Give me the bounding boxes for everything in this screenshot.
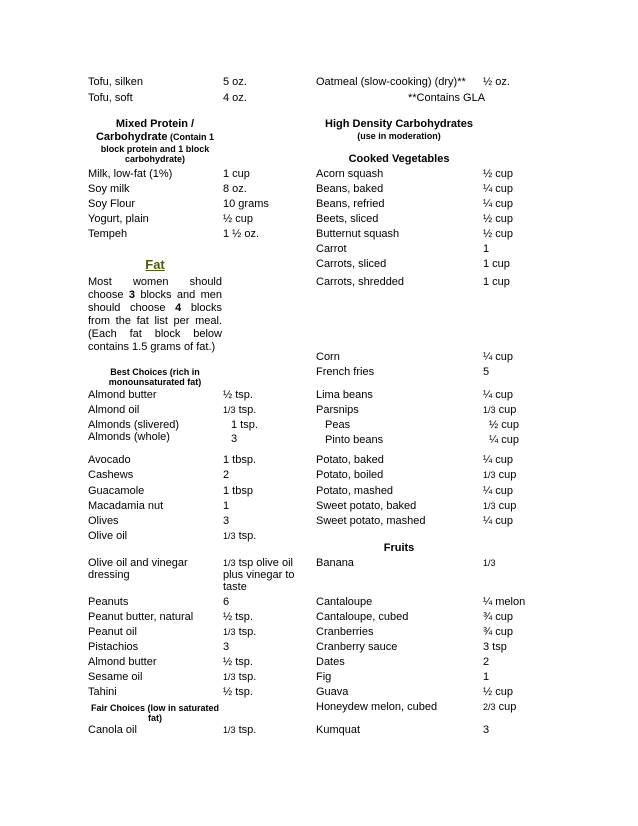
food-amount: ½ tsp. bbox=[223, 686, 253, 698]
food-amount: 5 bbox=[483, 366, 490, 378]
food-amount: 2 bbox=[483, 656, 490, 668]
food-name: Soy milk bbox=[88, 183, 130, 195]
food-name: Oatmeal (slow-cooking) (dry)** bbox=[316, 76, 466, 88]
food-amount: 1 tsp. bbox=[231, 419, 258, 431]
food-amount: 1/3 tsp. bbox=[223, 530, 257, 542]
food-name: Beans, baked bbox=[316, 183, 384, 195]
high-density-subheading: (use in moderation) bbox=[357, 131, 441, 141]
food-amount: 3 bbox=[223, 515, 230, 527]
food-amount: ¼ cup bbox=[483, 351, 513, 363]
food-amount: 3 bbox=[231, 433, 238, 445]
food-name: Macadamia nut bbox=[88, 500, 164, 512]
food-amount: 1/3 tsp. bbox=[223, 626, 257, 638]
food-name: Beets, sliced bbox=[316, 213, 379, 225]
food-amount: 1/3 tsp olive oil bbox=[223, 557, 293, 569]
food-amount: taste bbox=[223, 581, 247, 593]
food-name: dressing bbox=[88, 569, 130, 581]
mixed-heading-line3: block protein and 1 block bbox=[100, 144, 210, 154]
food-amount: ¾ cup bbox=[483, 626, 513, 638]
food-name: Peanut oil bbox=[88, 626, 137, 638]
food-amount: ½ cup bbox=[223, 213, 253, 225]
food-name: Olive oil bbox=[88, 530, 128, 542]
food-name: Cantaloupe bbox=[316, 596, 373, 608]
food-amount: 1 tbsp bbox=[223, 485, 253, 497]
food-amount: ¼ cup bbox=[483, 454, 513, 466]
food-amount: ½ cup bbox=[483, 213, 513, 225]
food-amount: ½ cup bbox=[483, 686, 513, 698]
food-amount: ½ cup bbox=[483, 228, 513, 240]
food-name: Butternut squash bbox=[316, 228, 400, 240]
food-amount: ½ cup bbox=[483, 168, 513, 180]
food-amount: ½ cup bbox=[489, 419, 519, 431]
food-name: Carrots, sliced bbox=[316, 258, 387, 270]
food-name: Almond oil bbox=[88, 404, 140, 416]
food-name: Yogurt, plain bbox=[88, 213, 149, 225]
food-amount: 1/3 cup bbox=[483, 469, 517, 481]
food-name: Lima beans bbox=[316, 389, 373, 401]
food-name: Beans, refried bbox=[316, 198, 385, 210]
mixed-heading-line1: Mixed Protein / bbox=[115, 118, 195, 130]
food-name: Potato, baked bbox=[316, 454, 384, 466]
food-amount: ¼ cup bbox=[483, 183, 513, 195]
food-name: Almond butter bbox=[88, 656, 157, 668]
food-amount: 1 cup bbox=[483, 258, 510, 270]
cooked-vegetables-heading: Cooked Vegetables bbox=[348, 153, 450, 165]
food-name: Olive oil and vinegar bbox=[88, 557, 188, 569]
food-name: Almonds (whole) bbox=[88, 431, 170, 443]
food-name: Corn bbox=[316, 351, 340, 363]
food-amount: 8 oz. bbox=[223, 183, 247, 195]
food-amount: plus vinegar to bbox=[223, 569, 295, 581]
food-name: Banana bbox=[316, 557, 354, 569]
gla-note: **Contains GLA bbox=[408, 92, 486, 104]
food-name: Tofu, soft bbox=[88, 92, 133, 104]
best-choices-line2: monounsaturated fat) bbox=[108, 377, 202, 387]
food-amount: 1 bbox=[483, 671, 490, 683]
food-amount: 5 oz. bbox=[223, 76, 247, 88]
food-amount: 1/3 tsp. bbox=[223, 404, 257, 416]
food-amount: ½ oz. bbox=[483, 76, 510, 88]
food-amount: 3 tsp bbox=[483, 641, 507, 653]
food-name: Carrots, shredded bbox=[316, 276, 405, 288]
food-name: French fries bbox=[316, 366, 375, 378]
high-density-heading: High Density Carbohydrates bbox=[325, 118, 473, 130]
food-amount: 1 tbsp. bbox=[223, 454, 257, 466]
food-name: Guacamole bbox=[88, 485, 145, 497]
food-name: Potato, boiled bbox=[316, 469, 384, 481]
food-name: Peanut butter, natural bbox=[88, 611, 194, 623]
food-amount: ¼ cup bbox=[483, 485, 513, 497]
food-name: Tahini bbox=[88, 686, 117, 698]
food-name: Soy Flour bbox=[88, 198, 136, 210]
food-amount: ½ tsp. bbox=[223, 389, 253, 401]
food-amount: ¼ melon bbox=[483, 596, 526, 608]
food-amount: ½ tsp. bbox=[223, 611, 253, 623]
food-name: Milk, low-fat (1%) bbox=[88, 168, 173, 180]
food-name: Pistachios bbox=[88, 641, 139, 653]
food-amount: ¾ cup bbox=[483, 611, 513, 623]
food-name: Sesame oil bbox=[88, 671, 143, 683]
food-name: Almond butter bbox=[88, 389, 157, 401]
food-amount: 1/3 cup bbox=[483, 404, 517, 416]
food-name: Cantaloupe, cubed bbox=[316, 611, 409, 623]
food-amount: ¼ cup bbox=[483, 515, 513, 527]
food-name: Carrot bbox=[316, 243, 347, 255]
food-name: Potato, mashed bbox=[316, 485, 394, 497]
food-name: Cashews bbox=[88, 469, 134, 481]
food-name: Peas bbox=[325, 419, 351, 431]
food-amount: 1/3 tsp. bbox=[223, 724, 257, 736]
food-name: Tempeh bbox=[88, 228, 128, 240]
food-amount: 1 cup bbox=[483, 276, 510, 288]
food-amount: 2 bbox=[223, 469, 230, 481]
food-name: Tofu, silken bbox=[88, 76, 144, 88]
food-amount: 10 grams bbox=[223, 198, 269, 210]
food-name: Almonds (slivered) bbox=[88, 419, 180, 431]
food-amount: 2/3 cup bbox=[483, 701, 517, 713]
food-amount: ¼ cup bbox=[483, 389, 513, 401]
food-name: Olives bbox=[88, 515, 119, 527]
food-amount: 3 bbox=[483, 724, 490, 736]
fat-heading: Fat bbox=[145, 257, 165, 272]
food-amount: 1/3 bbox=[483, 558, 496, 568]
fruits-heading: Fruits bbox=[383, 542, 415, 554]
fair-choices-line1: Fair Choices (low in saturated bbox=[90, 703, 220, 713]
food-name: Fig bbox=[316, 671, 332, 683]
food-name: Honeydew melon, cubed bbox=[316, 701, 438, 713]
food-name: Parsnips bbox=[316, 404, 359, 416]
food-amount: 6 bbox=[223, 596, 230, 608]
food-amount: ¼ cup bbox=[483, 198, 513, 210]
food-amount: 3 bbox=[223, 641, 230, 653]
food-name: Kumquat bbox=[316, 724, 361, 736]
mixed-heading-line4: carbohydrate) bbox=[124, 154, 186, 164]
food-name: Dates bbox=[316, 656, 345, 668]
food-amount: 4 oz. bbox=[223, 92, 247, 104]
food-amount: 1 cup bbox=[223, 168, 250, 180]
food-amount: ¼ cup bbox=[489, 434, 519, 446]
mixed-heading-line2: Carbohydrate (Contain 1 bbox=[95, 131, 215, 143]
food-amount: ½ tsp. bbox=[223, 656, 253, 668]
fat-instructions: Most women should choose 3 blocks and men should choose 4 blocks from the fat list per meal. (Each fat block below contains 1.5 grams of fat.) bbox=[88, 276, 222, 353]
best-choices-line1: Best Choices (rich in bbox=[110, 367, 200, 377]
food-name: Cranberries bbox=[316, 626, 374, 638]
food-name: Cranberry sauce bbox=[316, 641, 398, 653]
food-name: Sweet potato, mashed bbox=[316, 515, 426, 527]
food-name: Guava bbox=[316, 686, 349, 698]
food-amount: 1 bbox=[223, 500, 230, 512]
food-name: Peanuts bbox=[88, 596, 129, 608]
food-name: Pinto beans bbox=[325, 434, 384, 446]
food-name: Sweet potato, baked bbox=[316, 500, 417, 512]
food-name: Canola oil bbox=[88, 724, 137, 736]
food-name: Acorn squash bbox=[316, 168, 384, 180]
fair-choices-line2: fat) bbox=[148, 713, 162, 723]
food-amount: 1/3 tsp. bbox=[223, 671, 257, 683]
food-amount: 1 ½ oz. bbox=[223, 228, 260, 240]
food-amount: 1 bbox=[483, 243, 490, 255]
food-amount: 1/3 cup bbox=[483, 500, 517, 512]
food-name: Avocado bbox=[88, 454, 131, 466]
